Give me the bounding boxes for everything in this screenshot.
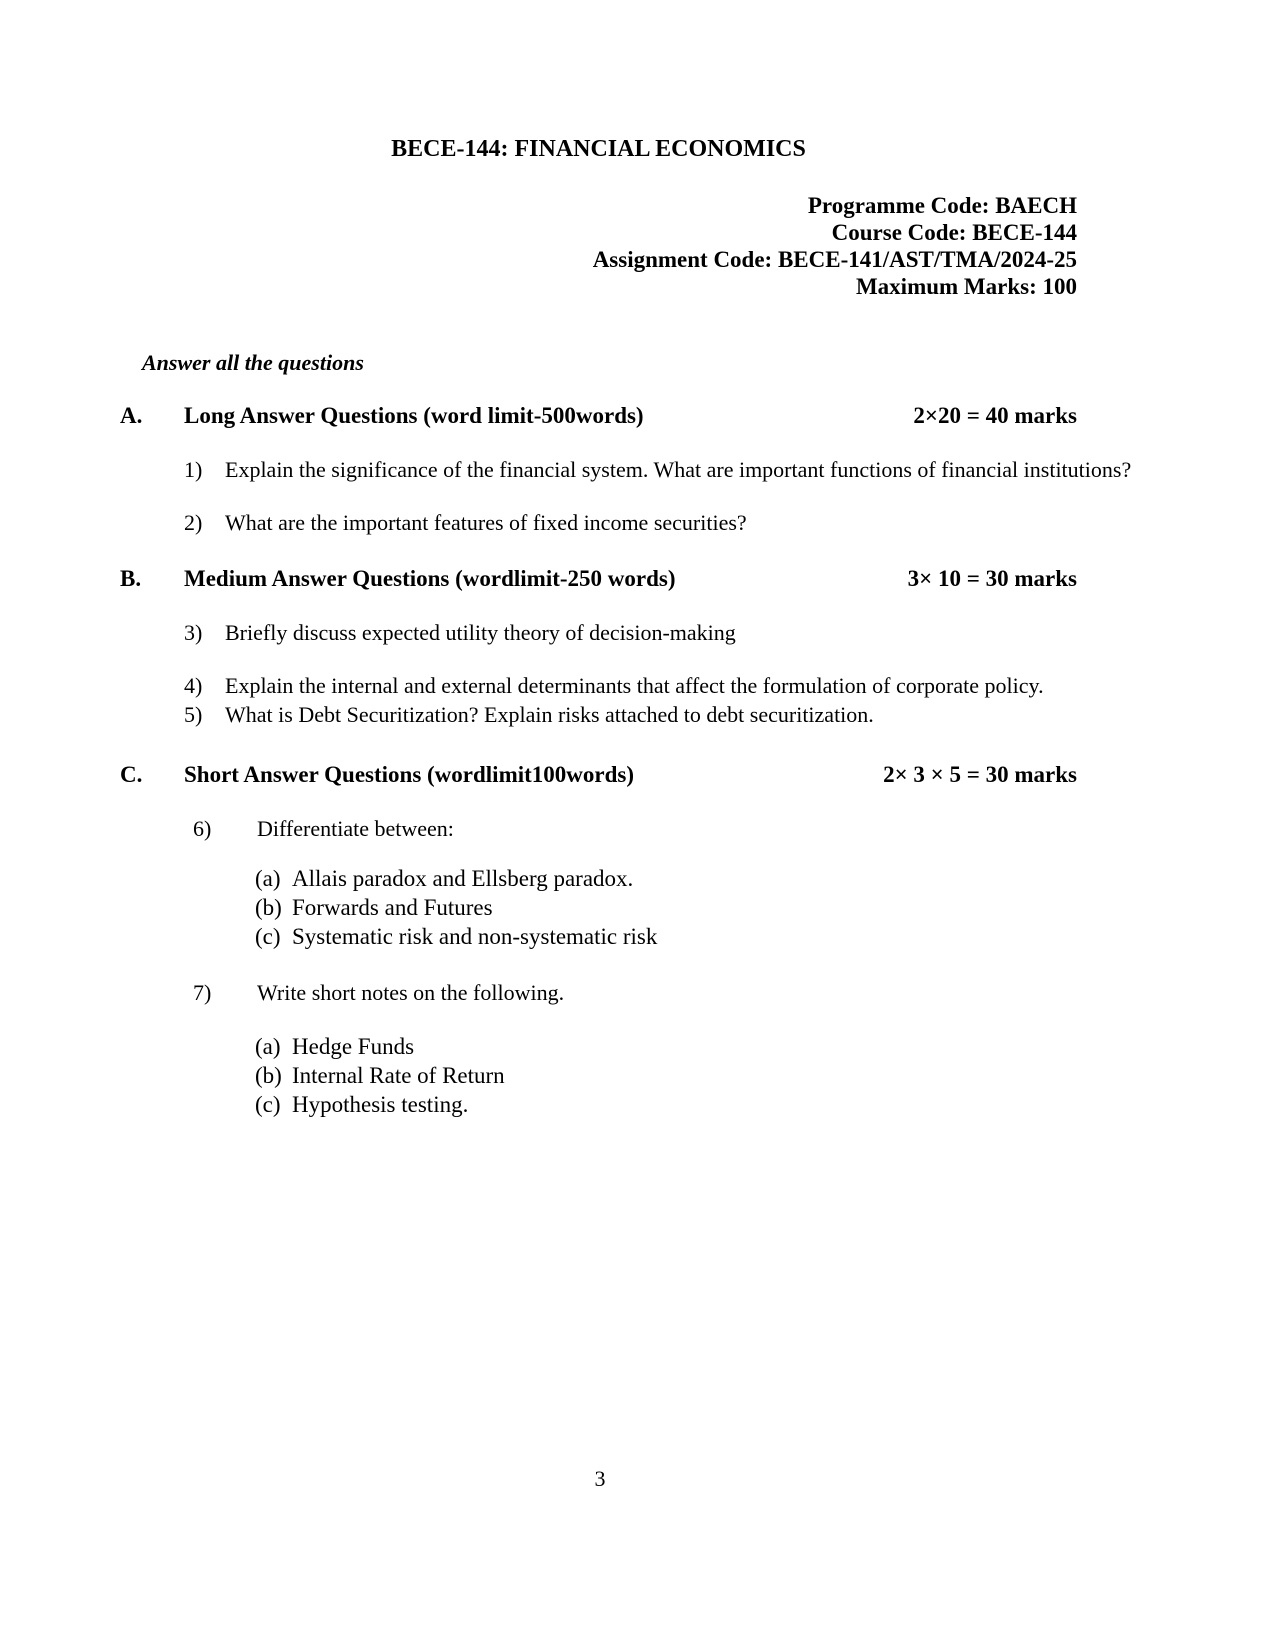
question-4-text: Explain the internal and external determinants that affect the formulation of corporate policy. xyxy=(225,673,1044,698)
maximum-marks-line: Maximum Marks: 100 xyxy=(855,274,1077,299)
section-b-title: Medium Answer Questions (wordlimit-250 words) xyxy=(184,566,676,591)
question-3-text: Briefly discuss expected utility theory of decision-making xyxy=(225,620,736,645)
question-7-subitem-b xyxy=(255,1061,1165,1090)
question-7-subitem-c-label: (c) xyxy=(255,1092,281,1117)
document-title: BECE-144: FINANCIAL ECONOMICS xyxy=(391,136,806,162)
section-c-letter: C. xyxy=(120,762,143,787)
section-c-marks: 2× 3 × 5 = 30 marks xyxy=(883,762,1077,787)
header-info-block xyxy=(120,192,1077,300)
section-a-heading-row xyxy=(120,402,1077,430)
page-number: 3 xyxy=(594,1466,606,1491)
question-7-subitem-c xyxy=(255,1090,1165,1119)
section-b-heading-row xyxy=(120,565,1077,593)
question-1 xyxy=(184,456,1165,484)
course-code-line: Course Code: BECE-144 xyxy=(831,220,1077,245)
assignment-code-line: Assignment Code: BECE-141/AST/TMA/2024-25 xyxy=(592,247,1077,272)
question-6-subitem-c-text: Systematic risk and non-systematic risk xyxy=(292,924,658,949)
question-7-subitem-a-text: Hedge Funds xyxy=(292,1034,415,1059)
question-7-subitem-b-text: Internal Rate of Return xyxy=(292,1063,505,1088)
question-1-number: 1) xyxy=(184,457,203,482)
question-6-subitem-c xyxy=(255,922,1165,951)
question-6-subitem-b-label: (b) xyxy=(255,895,282,920)
question-6-number: 6) xyxy=(193,816,212,841)
question-6-text: Differentiate between: xyxy=(257,816,454,841)
section-b-letter: B. xyxy=(120,566,142,591)
question-6 xyxy=(193,815,1165,843)
question-6-subitem-a-text: Allais paradox and Ellsberg paradox. xyxy=(292,866,634,891)
section-a-title: Long Answer Questions (word limit-500words) xyxy=(184,403,644,428)
question-5-text: What is Debt Securitization? Explain risks attached to debt securitization. xyxy=(225,702,874,727)
question-7-subitem-c-text: Hypothesis testing. xyxy=(292,1092,469,1117)
question-5-number: 5) xyxy=(184,702,203,727)
question-6-subitem-a-label: (a) xyxy=(255,866,281,891)
question-4-number: 4) xyxy=(184,673,203,698)
question-2-number: 2) xyxy=(184,510,203,535)
question-5 xyxy=(184,701,1165,729)
question-4 xyxy=(184,672,1165,700)
question-3 xyxy=(184,619,1165,647)
question-7-subitems xyxy=(255,1032,1165,1119)
instruction-text: Answer all the questions xyxy=(142,350,364,375)
question-6-subitems xyxy=(255,864,1165,951)
question-6-subitem-b xyxy=(255,893,1165,922)
section-b-marks: 3× 10 = 30 marks xyxy=(907,566,1077,591)
question-2 xyxy=(184,509,1165,537)
question-1-text: Explain the significance of the financial system. What are important functions of financial institutions? xyxy=(225,457,1132,482)
section-c-title: Short Answer Questions (wordlimit100words) xyxy=(184,762,635,787)
question-2-text: What are the important features of fixed income securities? xyxy=(225,510,747,535)
question-7-subitem-b-label: (b) xyxy=(255,1063,282,1088)
question-7 xyxy=(193,979,1165,1007)
section-a-marks: 2×20 = 40 marks xyxy=(913,403,1077,428)
question-7-subitem-a xyxy=(255,1032,1165,1061)
section-a-letter: A. xyxy=(120,403,143,428)
section-c-heading-row xyxy=(120,761,1077,789)
question-7-subitem-a-label: (a) xyxy=(255,1034,281,1059)
question-3-number: 3) xyxy=(184,620,203,645)
programme-code-line: Programme Code: BAECH xyxy=(807,193,1077,218)
question-6-subitem-a xyxy=(255,864,1165,893)
question-7-text: Write short notes on the following. xyxy=(257,980,565,1005)
question-7-number: 7) xyxy=(193,980,212,1005)
question-6-subitem-c-label: (c) xyxy=(255,924,281,949)
question-6-subitem-b-text: Forwards and Futures xyxy=(292,895,493,920)
